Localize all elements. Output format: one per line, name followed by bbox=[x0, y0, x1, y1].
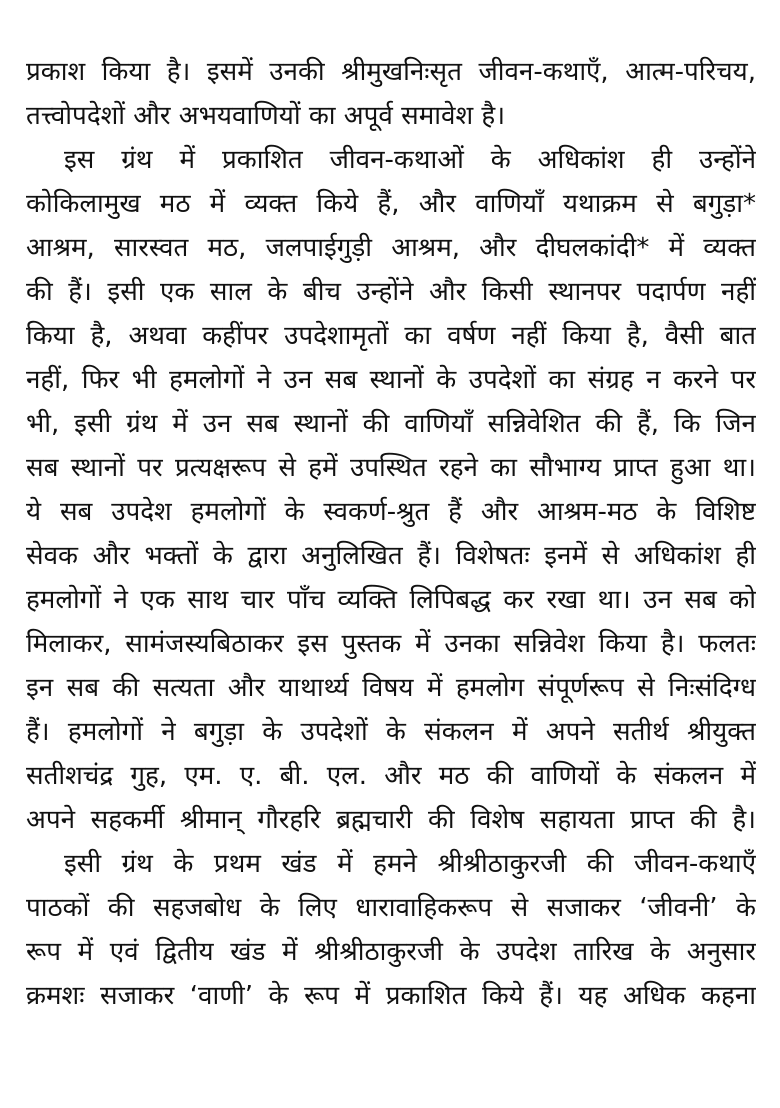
text-line: मिलाकर, सामंजस्यबिठाकर इस पुस्तक में उनका सन्निवेश किया है। फलतः bbox=[26, 629, 756, 659]
document-page bbox=[26, 50, 756, 1090]
paragraph-sources bbox=[26, 138, 756, 842]
text-line: किया है, अथवा कहींपर उपदेशामृतों का वर्षण नहीं किया है, वैसी बात bbox=[26, 321, 756, 351]
text-line: कोकिलामुख मठ में व्यक्त किये हैं, और वाणियाँ यथाक्रम से बगुड़ा* bbox=[26, 189, 756, 219]
text-line: इसी ग्रंथ के प्रथम खंड में हमने श्रीश्रीठाकुरजी की जीवन-कथाएँ bbox=[64, 849, 756, 879]
text-line: हैं। हमलोगों ने बगुड़ा के उपदेशों के संकलन में अपने सतीर्थ श्रीयुक्त bbox=[26, 717, 756, 747]
text-line: प्रकाश किया है। इसमें उनकी श्रीमुखनिःसृत जीवन-कथाएँ, आत्म-परिचय, bbox=[26, 57, 756, 87]
text-line: आश्रम, सारस्वत मठ, जलपाईगुड़ी आश्रम, और दीघलकांदी* में व्यक्त bbox=[26, 233, 756, 263]
paragraph-structure bbox=[26, 842, 756, 1018]
text-line: रूप में एवं द्वितीय खंड में श्रीश्रीठाकुरजी के उपदेश तारिख के अनुसार bbox=[26, 937, 756, 967]
text-line: क्रमशः सजाकर ‘वाणी’ के रूप में प्रकाशित किये हैं। यह अधिक कहना bbox=[26, 981, 756, 1011]
text-line: ये सब उपदेश हमलोगों के स्वकर्ण-श्रुत हैं और आश्रम-मठ के विशिष्ट bbox=[26, 497, 756, 527]
text-line: इन सब की सत्यता और याथार्थ्य विषय में हमलोग संपूर्णरूप से निःसंदिग्ध bbox=[26, 673, 756, 703]
text-line: की हैं। इसी एक साल के बीच उन्होंने और किसी स्थानपर पदार्पण नहीं bbox=[26, 277, 756, 307]
text-line: नहीं, फिर भी हमलोगों ने उन सब स्थानों के उपदेशों का संग्रह न करने पर bbox=[26, 365, 756, 395]
paragraph-intro-continued bbox=[26, 50, 756, 138]
text-line: हमलोगों ने एक साथ चार पाँच व्यक्ति लिपिबद्ध कर रखा था। उन सब को bbox=[26, 585, 756, 615]
text-line: पाठकों की सहजबोध के लिए धारावाहिकरूप से सजाकर ‘जीवनी’ के bbox=[26, 893, 756, 923]
text-line: इस ग्रंथ में प्रकाशित जीवन-कथाओं के अधिकांश ही उन्होंने bbox=[64, 145, 756, 175]
text-line: अपने सहकर्मी श्रीमान् गौरहरि ब्रह्मचारी की विशेष सहायता प्राप्त की है। bbox=[26, 805, 756, 835]
text-line: सतीशचंद्र गुह, एम. ए. बी. एल. और मठ की वाणियों के संकलन में bbox=[26, 761, 756, 791]
text-line: सब स्थानों पर प्रत्यक्षरूप से हमें उपस्थित रहने का सौभाग्य प्राप्त हुआ था। bbox=[26, 453, 756, 483]
text-line: सेवक और भक्तों के द्वारा अनुलिखित हैं। विशेषतः इनमें से अधिकांश ही bbox=[26, 541, 756, 571]
text-line: तत्त्वोपदेशों और अभयवाणियों का अपूर्व समावेश है। bbox=[26, 101, 506, 131]
text-line: भी, इसी ग्रंथ में उन सब स्थानों की वाणियाँ सन्निवेशित की हैं, कि जिन bbox=[26, 409, 756, 439]
